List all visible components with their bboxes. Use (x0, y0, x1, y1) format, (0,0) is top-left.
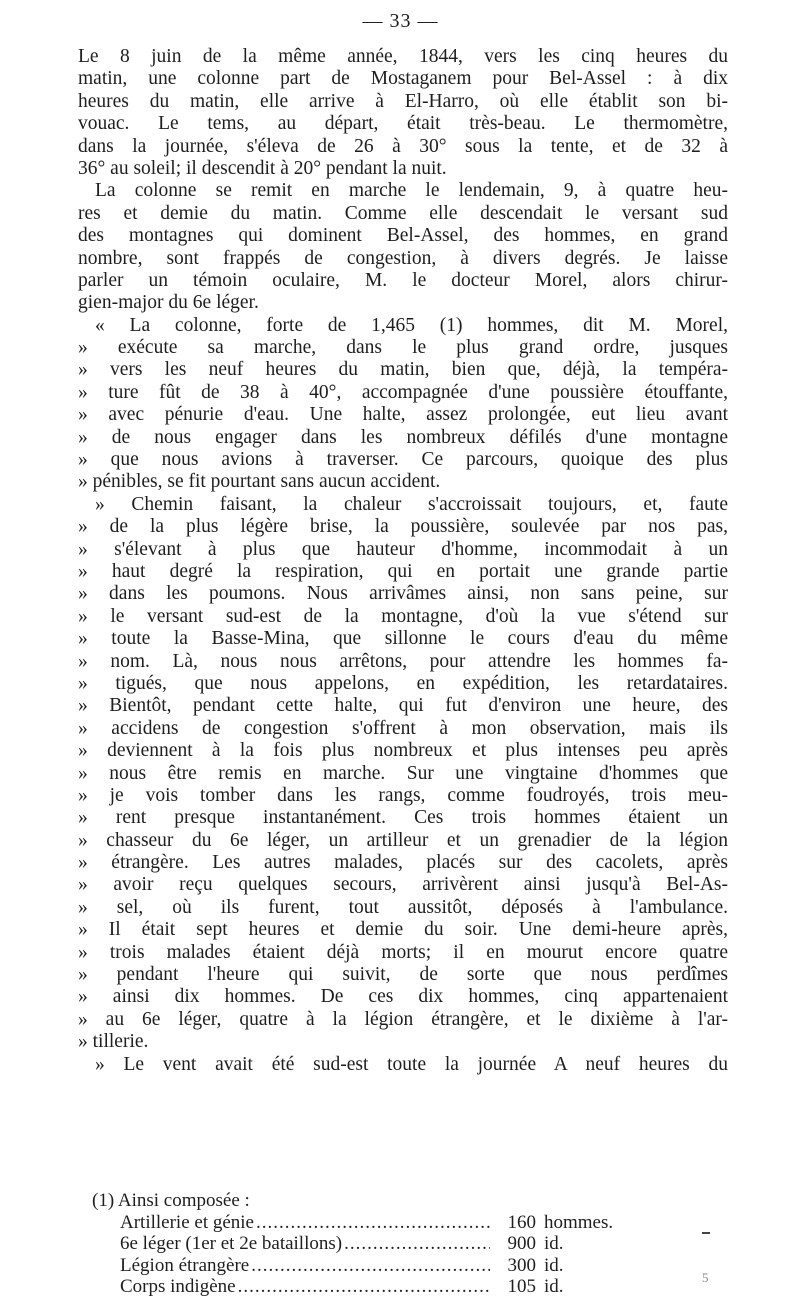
text-line: » Le vent avait été sud-est toute la journée A neuf heures du (95, 1053, 728, 1075)
leader-dots (251, 1255, 490, 1277)
text-line: res et demie du matin. Comme elle descendait le versant sud (78, 202, 728, 224)
text-line: » pendant l'heure qui suivit, de sorte que nous perdîmes (78, 964, 728, 986)
text-line: » tigués, que nous appelons, en expédition, les retardataires. (78, 672, 728, 694)
text-line: » je vois tomber dans les rangs, comme foudroyés, trois meu- (78, 784, 728, 806)
text-line: » avoir reçu quelques secours, arrivèrent ainsi jusqu'à Bel-As- (78, 874, 728, 896)
text-line: » exécute sa marche, dans le plus grand ordre, jusques (78, 337, 728, 359)
leader-dots (344, 1233, 490, 1255)
text-line: nombre, sont frappés de congestion, à divers degrés. Je laisse (78, 247, 728, 269)
footnote-row (92, 1233, 632, 1255)
body-text (78, 46, 728, 1076)
page-number: — 33 — (362, 10, 439, 32)
text-line: » trois malades étaient déjà morts; il en mourut encore quatre (78, 941, 728, 963)
text-line: parler un témoin oculaire, M. le docteur Morel, alors chirur- (78, 269, 728, 291)
signature-mark: 5 (702, 1270, 709, 1285)
text-line: » dans les poumons. Nous arrivâmes ainsi, non sans peine, sur (78, 583, 728, 605)
text-line: » étrangère. Les autres malades, placés sur des cacolets, après (78, 852, 728, 874)
footnote-row-name: Artillerie et génie (120, 1211, 254, 1233)
text-line: » Bientôt, pendant cette halte, qui fut d'environ une heure, des (78, 695, 728, 717)
text-line: » ainsi dix hommes. De ces dix hommes, cinq appartenaient (78, 986, 728, 1008)
text-line: matin, une colonne part de Mostaganem pour Bel-Assel : à dix (78, 68, 728, 90)
text-line: vouac. Le tems, au départ, était très-beau. Le thermomètre, (78, 113, 728, 135)
text-line: » nous être remis en marche. Sur une vingtaine d'hommes que (78, 762, 728, 784)
footnote-row (92, 1255, 632, 1277)
text-line: La colonne se remit en marche le lendemain, 9, à quatre heu- (95, 180, 728, 202)
footnote-row-unit: id. (544, 1233, 564, 1254)
text-line: » vers les neuf heures du matin, bien que, déjà, la tempéra- (78, 359, 728, 381)
text-line: gien-major du 6e léger. (78, 292, 259, 314)
leader-dots (256, 1212, 490, 1234)
stray-mark (702, 1232, 710, 1234)
text-line: » deviennent à la fois plus nombreux et plus intenses peu après (78, 740, 728, 762)
footnote (92, 1190, 632, 1298)
leader-dots (238, 1276, 490, 1298)
text-line: » au 6e léger, quatre à la légion étrangère, et le dixième à l'ar- (78, 1008, 728, 1030)
text-line: » chasseur du 6e léger, un artilleur et un grenadier de la légion (78, 829, 728, 851)
footnote-row (92, 1212, 632, 1234)
text-line: dans la journée, s'éleva de 26 à 30° sous la tente, et de 32 à (78, 135, 728, 157)
text-line: » Chemin faisant, la chaleur s'accroissait toujours, et, faute (95, 493, 728, 515)
text-line: » de nous engager dans les nombreux défilés d'une montagne (78, 426, 728, 448)
text-line: » pénibles, se fit pourtant sans aucun accident. (78, 471, 441, 493)
footnote-row-name: Corps indigène (120, 1276, 236, 1297)
text-line: » tillerie. (78, 1031, 149, 1053)
footnote-row-unit: id. (544, 1276, 564, 1297)
text-line: « La colonne, forte de 1,465 (1) hommes, dit M. Morel, (95, 314, 728, 336)
text-line: des montagnes qui dominent Bel-Assel, des hommes, en grand (78, 225, 728, 247)
text-line: » s'élevant à plus que hauteur d'homme, incommodait à un (78, 538, 728, 560)
text-line: » sel, où ils furent, tout aussitôt, déposés à l'ambulance. (78, 896, 728, 918)
text-line: » Il était sept heures et demie du soir. Une demi-heure après, (78, 919, 728, 941)
text-line: Le 8 juin de la même année, 1844, vers les cinq heures du (78, 46, 728, 67)
text-line: » que nous avions à traverser. Ce parcours, quoique des plus (78, 449, 728, 471)
footnote-row-count: 160 (507, 1211, 536, 1233)
text-line: » accidens de congestion s'offrent à mon observation, mais ils (78, 717, 728, 739)
footnote-row-name: Légion étrangère (120, 1254, 250, 1276)
text-line: » avec pénurie d'eau. Une halte, assez prolongée, eut lieu avant (78, 404, 728, 426)
footnote-title: (1) Ainsi composée : (92, 1190, 250, 1211)
footnote-row-count: 105 (507, 1276, 536, 1297)
footnote-row-unit: hommes. (544, 1211, 614, 1233)
text-line: 36° au soleil; il descendit à 20° pendant la nuit. (78, 157, 447, 179)
text-line: » rent presque instantanément. Ces trois hommes étaient un (78, 807, 728, 829)
text-line: » nom. Là, nous nous arrêtons, pour attendre les hommes fa- (78, 650, 728, 672)
footnote-row-name: 6e léger (1er et 2e bataillons) (120, 1233, 343, 1254)
text-line: » le versant sud-est de la montagne, d'où la vue s'étend sur (78, 605, 728, 627)
text-line: » de la plus légère brise, la poussière, soulevée par nos pas, (78, 516, 728, 538)
text-line: » toute la Basse-Mina, que sillonne le cours d'eau du même (78, 628, 728, 650)
footnote-row-unit: id. (544, 1254, 564, 1276)
text-line: » ture fût de 38 à 40°, accompagnée d'une poussière étouffante, (78, 381, 728, 403)
footnote-row (92, 1276, 632, 1298)
text-line: heures du matin, elle arrive à El-Harro, où elle établit son bi- (78, 90, 728, 112)
footnote-row-count: 900 (507, 1233, 536, 1254)
footnote-row-count: 300 (507, 1254, 536, 1276)
text-line: » haut degré la respiration, qui en portait une grande partie (78, 560, 728, 582)
